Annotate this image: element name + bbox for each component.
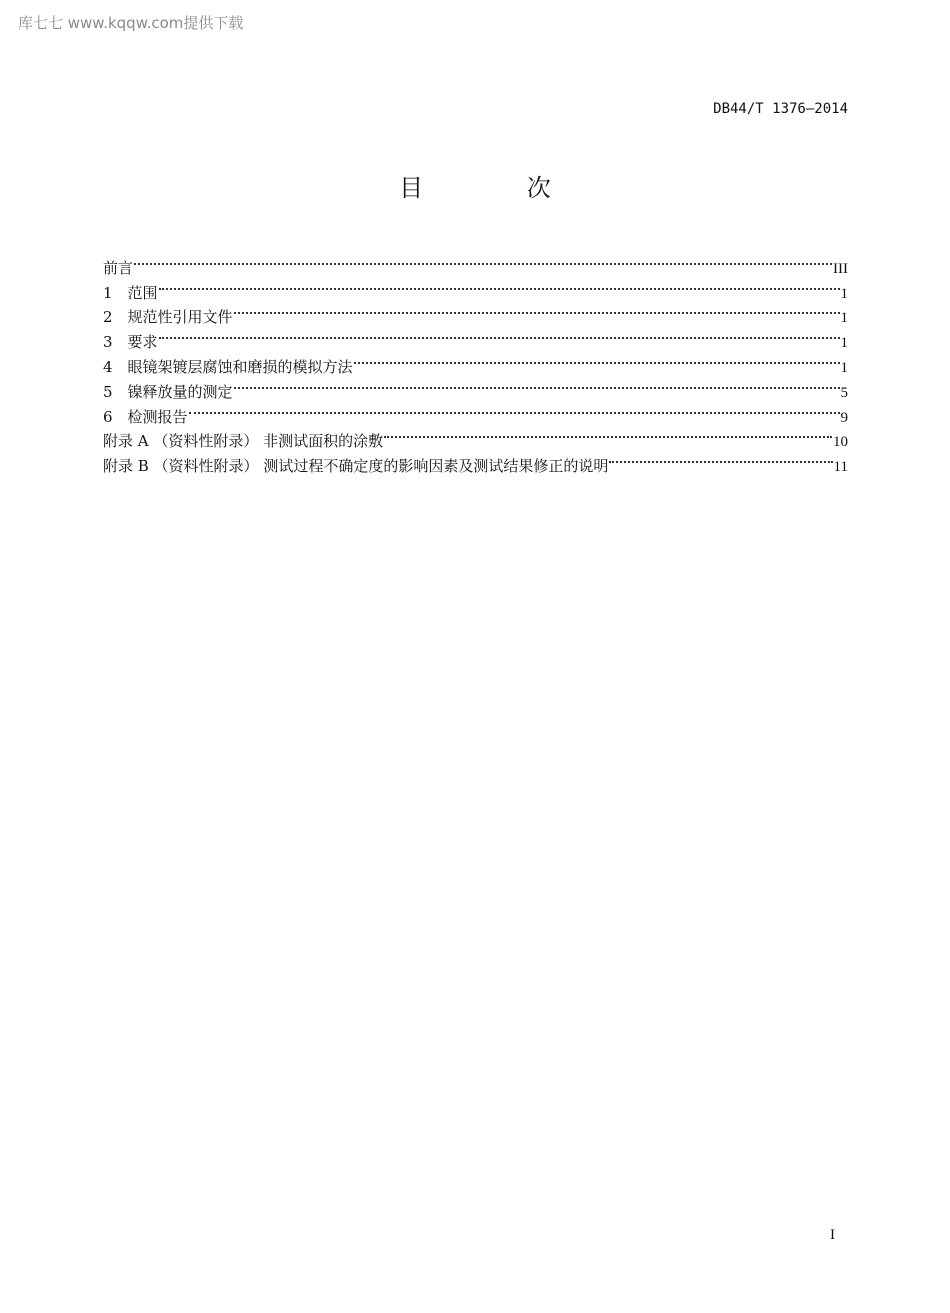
toc-entry-page: 9 [840, 409, 848, 426]
toc-entry-page: 1 [840, 335, 848, 352]
toc-entry-page: 5 [840, 384, 848, 401]
toc-entry-label: 1 范围 [103, 283, 158, 302]
standard-code: DB44/T 1376—2014 [713, 101, 848, 117]
toc-entry-label: 6 检测报告 [103, 407, 188, 426]
toc-entry-label: 2 规范性引用文件 [103, 308, 233, 327]
toc-entry-normative-references[interactable] [103, 298, 848, 327]
toc-leader-dots [234, 298, 840, 323]
toc-entry-label: 3 要求 [103, 333, 158, 352]
toc-leader-dots [189, 397, 840, 422]
toc-entry-simulation-method[interactable] [103, 347, 848, 376]
toc-entry-page: 1 [840, 310, 848, 327]
table-of-contents [103, 248, 848, 476]
page-title: 目 次 [399, 174, 599, 202]
toc-entry-page: 10 [833, 434, 848, 451]
toc-entry-label: 附录 B （资料性附录） 测试过程不确定度的影响因素及测试结果修正的说明 [103, 457, 609, 476]
toc-entry-label: 5 镍释放量的测定 [103, 382, 233, 401]
toc-entry-requirements[interactable] [103, 322, 848, 352]
toc-entry-label: 前言 [103, 258, 134, 277]
toc-leader-dots [234, 372, 840, 397]
toc-entry-appendix-a[interactable] [103, 422, 848, 451]
toc-entry-test-report[interactable] [103, 397, 848, 426]
toc-entry-label: 4 眼镜架镀层腐蚀和磨损的模拟方法 [103, 357, 353, 376]
toc-leader-dots [354, 347, 840, 372]
toc-entry-page: 1 [840, 359, 848, 376]
toc-leader-dots [159, 273, 840, 298]
toc-leader-dots [159, 322, 840, 347]
watermark-text: 库七七 www.kqqw.com提供下载 [18, 14, 244, 32]
toc-entry-scope[interactable] [103, 273, 848, 302]
toc-entry-label: 附录 A （资料性附录） 非测试面积的涂敷 [103, 432, 384, 451]
toc-leader-dots [134, 248, 832, 273]
toc-entry-page: III [833, 260, 848, 277]
toc-entry-page: 1 [840, 285, 848, 302]
toc-leader-dots [384, 422, 832, 447]
toc-leader-dots [609, 446, 832, 471]
toc-entry-page: 11 [833, 459, 848, 476]
toc-entry-foreword[interactable] [103, 248, 848, 277]
page-number: I [830, 1227, 835, 1243]
